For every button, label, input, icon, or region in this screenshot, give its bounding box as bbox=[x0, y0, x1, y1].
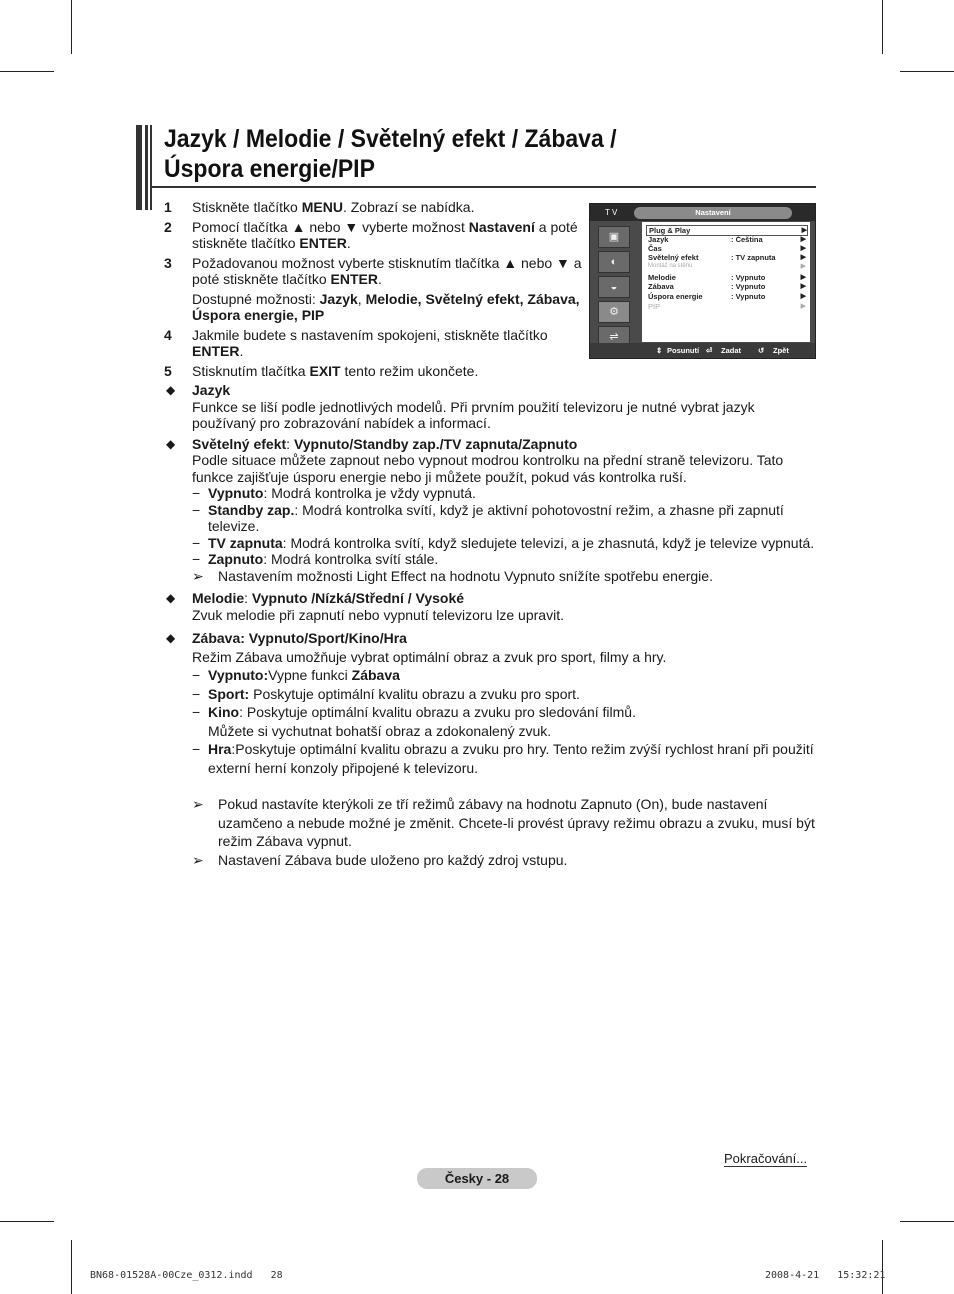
osd-footer-enter: Zadat bbox=[721, 346, 742, 355]
section-jazyk: ◆ Jazyk Funkce se liší podle jednotlivých modelů. Při prvním použití televizoru je nutné vybrat jazyk používaný pro zobrazování nabídek a informací. bbox=[166, 382, 755, 431]
picture-icon: ▣ bbox=[598, 226, 630, 248]
print-footer-file: BN68-01528A-00Cze_0312.indd 28 bbox=[90, 1270, 283, 1281]
list-item: − Sport: Poskytuje optimální kvalitu obrazu a zvuku pro sport. bbox=[192, 685, 580, 702]
list-item: − TV zapnuta: Modrá kontrolka svítí, když sledujete televizi, a je zhasnutá, když je televize vypnutá. bbox=[192, 534, 815, 551]
updown-icon: ⇕ bbox=[656, 346, 663, 355]
note: ➢ Nastavení Zábava bude uloženo pro každý zdroj vstupu. bbox=[192, 851, 568, 868]
osd-menu-item: Jazyk : Čeština ▶ bbox=[648, 235, 806, 244]
osd-menu-item: Melodie : Vypnuto ▶ bbox=[648, 273, 806, 282]
step-4: 4 Jakmile budete s nastavením spokojeni, stiskněte tlačítko ENTER. bbox=[164, 326, 548, 359]
page-number: Česky - 28 bbox=[417, 1168, 537, 1189]
return-icon: ↺ bbox=[758, 346, 765, 355]
section-melodie: ◆ Melodie: Vypnuto /Nízká/Střední / Vysoké Zvuk melodie při zapnutí nebo vypnutí televizoru lze upravit. bbox=[166, 590, 564, 623]
osd-footer-move: Posunutí bbox=[667, 346, 700, 355]
list-item: − Standby zap.: Modrá kontrolka svítí, když je aktivní pohotovostní režim, a zhasne při zapnutí televize. bbox=[192, 501, 784, 534]
list-item: − Kino: Poskytuje optimální kvalitu obrazu a zvuku pro sledování filmů. Můžete si vychutnat bohatší obraz a zdokonalený zvuk. bbox=[192, 704, 636, 739]
crop-mark bbox=[900, 1221, 954, 1222]
print-footer-date: 2008-4-21 15:32:21 bbox=[765, 1270, 886, 1281]
step-1: 1 Stiskněte tlačítko MENU. Zobrazí se nabídka. bbox=[164, 199, 475, 215]
osd-menu-item: PIP ▶ bbox=[648, 302, 806, 311]
step-5: 5 Stisknutím tlačítka EXIT tento režim ukončete. bbox=[164, 362, 479, 379]
osd-menu-panel bbox=[642, 222, 810, 342]
crop-mark bbox=[900, 71, 954, 72]
list-item: − Zapnuto: Modrá kontrolka svítí stále. bbox=[192, 551, 439, 567]
step-2: 2 Pomocí tlačítka ▲ nebo ▼ vyberte možnost Nastavení a poté stiskněte tlačítko ENTER. bbox=[164, 218, 578, 251]
note: ➢ Nastavením možnosti Light Effect na hodnotu Vypnuto snížíte spotřebu energie. bbox=[192, 567, 713, 584]
crop-mark bbox=[71, 1240, 72, 1294]
osd-source-label: T V bbox=[605, 208, 618, 217]
note-arrow-icon: ➢ bbox=[192, 567, 204, 584]
list-item: − Hra:Poskytuje optimální kvalitu obrazu a zvuku pro hry. Tento režim zvýší rychlost hraní při použití externí herní konzoly připojené k televizoru. bbox=[192, 741, 814, 776]
continue-label: Pokračování... bbox=[724, 1151, 808, 1166]
osd-footer-back: Zpět bbox=[773, 346, 789, 355]
osd-menu-item: Úspora energie : Vypnuto ▶ bbox=[648, 292, 806, 301]
diamond-bullet-icon: ◆ bbox=[166, 631, 176, 645]
crop-mark bbox=[71, 0, 72, 54]
sound-icon: ◐ bbox=[598, 251, 630, 273]
osd-menu-item: Světelný efekt : TV zapnuta ▶ bbox=[648, 253, 806, 262]
step-3: 3 Požadovanou možnost vyberte stisknutím tlačítka ▲ nebo ▼ a poté stiskněte tlačítko ENTER. Dostupné možnosti: Jazyk, Melodie, Světelný efekt, Zábava, Úspora energie, PIP bbox=[164, 254, 582, 323]
list-item: − Vypnuto:Vypne funkci Zábava bbox=[192, 667, 400, 683]
osd-menu-item: Plug & Play ▶ bbox=[646, 225, 808, 236]
enter-icon: ⏎ bbox=[706, 346, 713, 355]
page-title: Jazyk / Melodie / Světelný efekt / Zábava / Úspora energie/PIP bbox=[164, 125, 617, 183]
tv-menu-screenshot bbox=[589, 203, 816, 359]
osd-footer bbox=[590, 343, 815, 358]
list-item: − Vypnuto: Modrá kontrolka je vždy vypnutá. bbox=[192, 485, 476, 501]
note: ➢ Pokud nastavíte kterýkoli ze tří režimů zábavy na hodnotu Zapnuto (On), bude nastavení uzamčeno a nebude možné je změnit. Chcete-li provést úpravy režimu obrazu a zvuku, musí být režim Zábava vypnut. bbox=[192, 796, 815, 849]
osd-menu-item: Zábava : Vypnuto ▶ bbox=[648, 282, 806, 291]
note-arrow-icon: ➢ bbox=[192, 796, 204, 812]
section-svetelny-efekt: ◆ Světelný efekt: Vypnuto/Standby zap./TV zapnuta/Zapnuto Podle situace můžete zapnout nebo vypnout modrou kontrolku na přední straně televizoru. Tato funkce zajišťuje úsporu energie nebo ji můžete použít, pokud vás kontrolka ruší. − Vypnuto: Modrá kontrolka je vždy vypnutá. − Standby zap.: Modrá kontrolka svítí, když je aktivní pohotovostní režim, a zhasne při zapnutí televize. − TV zapnuta: Modrá kontrolka svítí, když sledujete televizi, a je zhasnutá, když je televize vypnutá. − Zapnuto: Modrá kontrolka svítí stále. ➢ Nastavením možnosti Light Effect na hodnotu Vypnuto snížíte spotřebu energie. bbox=[166, 435, 815, 584]
note-arrow-icon: ➢ bbox=[192, 851, 204, 868]
section-zabava: ◆ Zábava: Vypnuto/Sport/Kino/Hra Režim Zábava umožňuje vybrat optimální obraz a zvuk pro sport, filmy a hry. − Vypnuto:Vypne funkci Zábava − Sport: Poskytuje optimální kvalitu obrazu a zvuku pro sport. − Kino: Poskytuje optimální kvalitu obrazu a zvuku pro sledování filmů. Můžete si vychutnat bohatší obraz a zdokonalený zvuk. − Hra:Poskytuje optimální kvalitu obrazu a zvuku pro hry. Tento režim zvýší rychlost hraní při použití externí herní konzoly připojené k televizoru. ➢ Pokud nastavíte kterýkoli ze tří režimů zábavy na hodnotu Zapnuto (On), bude nastavení uzamčeno a nebude možné je změnit. Chcete-li provést úpravy režimu obrazu a zvuku, musí být režim Zábava vypnut. ➢ Nastavení Zábava bude uloženo pro každý zdroj vstupu. bbox=[166, 630, 815, 868]
osd-sidebar bbox=[591, 222, 635, 344]
diamond-bullet-icon: ◆ bbox=[166, 436, 176, 451]
osd-header: Nastavení bbox=[634, 207, 792, 219]
crop-mark bbox=[882, 0, 883, 54]
crop-mark bbox=[0, 71, 54, 72]
diamond-bullet-icon: ◆ bbox=[166, 591, 176, 605]
osd-top-bar bbox=[590, 204, 815, 221]
title-bars bbox=[136, 125, 152, 210]
input-icon: ⇌ bbox=[598, 326, 630, 348]
diamond-bullet-icon: ◆ bbox=[166, 383, 176, 397]
crop-mark bbox=[882, 1240, 883, 1294]
crop-mark bbox=[0, 1221, 54, 1222]
osd-menu-item: Čas ▶ bbox=[648, 244, 806, 253]
osd-menu-item: Montáž na stěnu ▶ bbox=[648, 263, 806, 270]
setup-gear-icon: ⚙ bbox=[598, 301, 630, 323]
title-rule bbox=[150, 186, 816, 188]
channel-icon: ◒ bbox=[598, 276, 630, 298]
